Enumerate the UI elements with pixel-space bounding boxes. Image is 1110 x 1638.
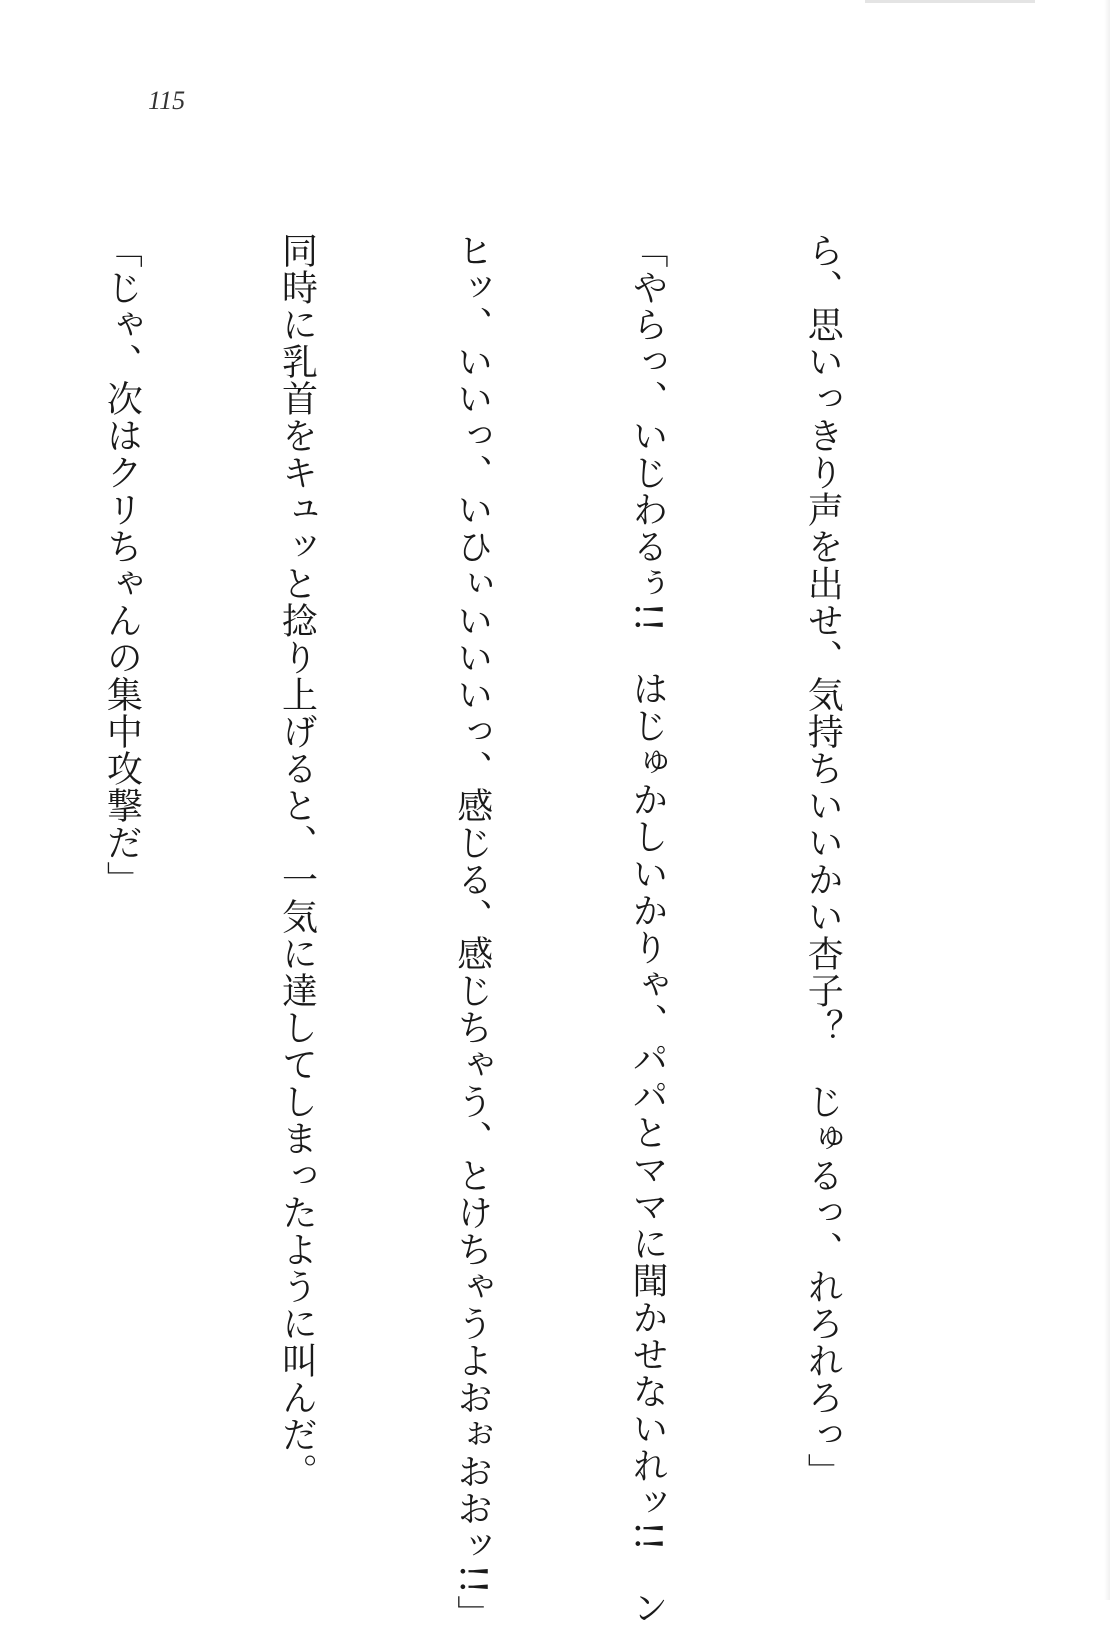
text-line: 同時に乳首をキュッと捻り上げると、一気に達してしまったように叫んだ。	[276, 232, 318, 1490]
page-number: 115	[148, 86, 186, 115]
vertical-text-block	[101, 232, 968, 1632]
text-line: ら、思いっきり声を出せ、気持ちいいかい杏子？ じゅるっ、れろれろっ」	[802, 232, 844, 1490]
text-line: ヒッ、いいっ、いひぃいいいっ、感じる、感じちゃう、とけちゃうよおぉおおッ!!」	[451, 232, 493, 1632]
scan-mark	[865, 0, 1035, 3]
text-line: 「じゃ、次はクリちゃんの集中攻撃だ」	[101, 232, 143, 898]
page-edge	[1104, 0, 1110, 1600]
text-line: 「やらっ、いじわるぅ!! はじゅかしいかりゃ、パパとママに聞かせないれッ!! ン	[626, 232, 668, 1626]
